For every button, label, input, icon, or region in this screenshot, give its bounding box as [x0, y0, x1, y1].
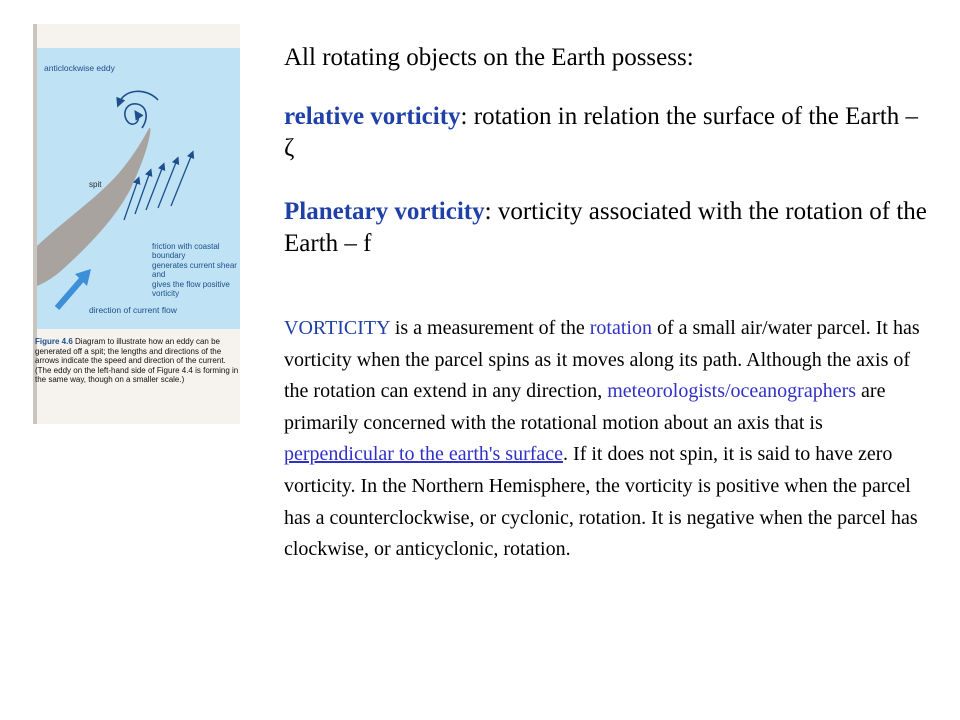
figure-caption — [35, 337, 240, 385]
relative-vorticity-definition — [284, 101, 934, 165]
flow-direction-arrow — [57, 269, 91, 308]
perpendicular-link[interactable]: perpendicular to the earth's surface — [284, 443, 564, 466]
label-friction — [152, 242, 240, 298]
planetary-vorticity-definition — [284, 196, 934, 260]
label-spit: spit — [89, 180, 102, 189]
label-friction-line: generates current shear and — [152, 260, 237, 280]
label-anticlockwise-eddy: anticlockwise eddy — [44, 63, 115, 73]
current-arrow-2 — [135, 172, 150, 214]
figure-4-6 — [33, 24, 240, 424]
figure-caption-text: Diagram to illustrate how an eddy can be generated off a spit; the lengths and directions of the arrows indicate the speed and direction of the current. (The eddy on the left-hand side of Figure 4.4 is forming in the same way, though on a smaller scale.) — [35, 337, 239, 385]
figure-diagram-panel — [37, 48, 240, 329]
meteorologists-link[interactable]: meteorologists/oceanographers — [607, 380, 857, 403]
figure-caption-number: Figure 4.6 — [35, 337, 73, 346]
spit-landmass — [37, 128, 150, 286]
vorticity-text-1: is a measurement of the — [389, 317, 590, 339]
rotation-link[interactable]: rotation — [589, 317, 652, 339]
vorticity-paragraph — [284, 313, 934, 566]
label-friction-line: friction with coastal boundary — [152, 242, 220, 261]
current-arrow-5 — [171, 154, 192, 206]
vorticity-text-2: of a small air/water parcel. It has vorticity when the parcel spins as it moves along its path. Although the axis of the rotation can extend in any direction, — [284, 317, 920, 403]
intro-line: All rotating objects on the Earth possess: — [284, 44, 694, 71]
vorticity-text-4: . If it does not spin, it is said to have zero vorticity. In the Northern Hemisphere, the vorticity is positive when the parcel has a counterclockwise, or cyclonic, rotation. It is negative when the parcel has clockwise, or anticyclonic, rotation. — [284, 443, 918, 561]
planetary-vorticity-term: Planetary vorticity — [284, 198, 485, 225]
relative-vorticity-term: relative vorticity — [284, 103, 461, 130]
label-friction-line: gives the flow positive vorticity — [152, 279, 230, 299]
vorticity-term: VORTICITY — [284, 317, 390, 339]
vorticity-text-3: are primarily concerned with the rotational motion about an axis that is — [284, 380, 886, 434]
relative-vorticity-text: : rotation in relation the surface of the Earth – ζ — [284, 103, 919, 162]
label-direction-of-flow: direction of current flow — [89, 305, 177, 315]
eddy-curl-arrow — [125, 104, 146, 128]
eddy-outer-arrow — [119, 91, 158, 103]
planetary-vorticity-text: : vorticity associated with the rotation of the Earth – f — [284, 198, 927, 257]
current-arrow-4 — [158, 160, 177, 208]
